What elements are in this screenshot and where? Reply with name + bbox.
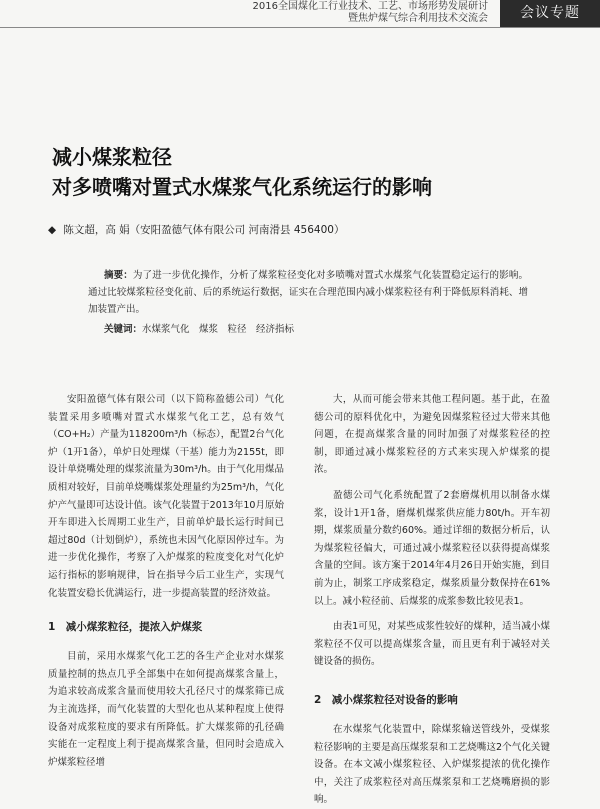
title-line-2: 对多喷嘴对置式水煤浆气化系统运行的影响 bbox=[52, 175, 432, 199]
slurry-preparation-paragraph: 盈德公司气化系统配置了2套磨煤机用以制备水煤浆，设计1开1备，磨煤机煤浆供应能力80t/h。开车初期，煤浆质量分数约60%。通过详细的数据分析后，认为煤浆粒径偏大，可通过减小煤浆粒径以获得提高煤浆含量的空间。该方案于2014年4月26日开始实施，到目前为止，制浆工序成浆稳定，煤浆质量分数保持在61%以上。减小粒径前、后煤浆的成浆参数比较见表1。 bbox=[314, 489, 550, 607]
abstract-label: 摘要： bbox=[104, 270, 133, 281]
page-header bbox=[0, 0, 600, 28]
right-column bbox=[314, 391, 550, 809]
keywords-label: 关键词： bbox=[104, 324, 143, 335]
article-title bbox=[52, 142, 572, 202]
section-2-paragraph: 在水煤浆气化装置中，除煤浆输送管线外，受煤浆粒径影响的主要是高压煤浆泵和工艺烧嘴这2个气化关键设备。在本文减小煤浆粒径、入炉煤浆提浓的优化操作中，关注了成浆粒径对高压煤浆泵和工艺烧嘴磨损的影响。 bbox=[314, 723, 550, 806]
keywords-paragraph bbox=[88, 321, 528, 338]
conference-line1: 2016全国煤化工行业技术、工艺、市场形势发展研讨 bbox=[252, 1, 488, 12]
title-line-1: 减小煤浆粒径 bbox=[52, 145, 172, 169]
table-reference-paragraph: 由表1可见，对某些成浆性较好的煤种，适当减小煤浆粒径不仅可以提高煤浆含量，而且更有利于减轻对关键设备的损伤。 bbox=[314, 621, 550, 668]
section-1-paragraph: 目前，采用水煤浆气化工艺的各生产企业对水煤浆质量控制的热点几乎全部集中在如何提高煤浆含量上，为追求较高成浆含量而使用较大孔径尺寸的煤浆筛已成为主流选择，而气化装置的大型化也从某种程度上使得设备对成浆粒度的要求有所降低。扩大煤浆筛的孔径确实能在一定程度上利于提高煤浆含量，但同时会造成入炉煤浆粒径增 bbox=[48, 651, 284, 768]
diamond-bullet-icon: ◆ bbox=[48, 224, 57, 236]
authors-text: 陈文超，高 娟（安阳盈德气体有限公司 河南滑县 456400） bbox=[63, 224, 345, 236]
abstract-text: 为了进一步优化操作，分析了煤浆粒径变化对多喷嘴对置式水煤浆气化装置稳定运行的影响。通过比较煤浆粒径变化前、后的系统运行数据，证实在合理范围内减小煤浆粒径有利于降低原料消耗、增加装置产出。 bbox=[88, 270, 528, 315]
keywords-text: 水煤浆气化 煤浆 粒径 经济指标 bbox=[142, 324, 295, 335]
section-badge: 会议专题 bbox=[500, 0, 600, 27]
section-1-heading: 1 减小煤浆粒径，提浓入炉煤浆 bbox=[48, 621, 203, 634]
section-2-heading: 2 减小煤浆粒径对设备的影响 bbox=[314, 693, 458, 706]
header-divider bbox=[0, 27, 600, 28]
continuation-paragraph: 大，从而可能会带来其他工程问题。基于此，在盈德公司的原料优化中，为避免因煤浆粒径过大带来其他问题，在提高煤浆含量的同时加强了对煤浆粒径的控制，即通过减小煤浆粒径的方式来实现入炉煤浆的提浓。 bbox=[314, 394, 550, 476]
intro-paragraph: 安阳盈德气体有限公司（以下简称盈德公司）气化装置采用多喷嘴对置式水煤浆气化工艺，总有效气（CO+H₂）产量为118200m³/h（标态），配置2台气化炉（1开1备），单炉日处理煤（干基）能力为2155t，即设计单烧嘴处理的煤浆流量为30m³/h。由于气化用煤品质相对较好，目前单烧嘴煤浆处理量约为25m³/h，气化炉产气量即可达设计值。该气化装置于2013年10月原始开车即进入长周期工业生产，目前单炉最长运行时间已超过80d（计划倒炉），系统也未因气化原因停过车。为进一步优化操作，考察了入炉煤浆的粒度变化对气化炉运行指标的影响规律，旨在指导今后工业生产，实现气化装置安稳长优满运行，进一步提高装置的经济效益。 bbox=[48, 394, 284, 599]
left-column bbox=[48, 391, 284, 771]
conference-name bbox=[252, 1, 488, 25]
author-line bbox=[48, 222, 344, 237]
abstract-block bbox=[88, 267, 528, 338]
conference-line2: 暨焦炉煤气综合利用技术交流会 bbox=[348, 13, 488, 24]
abstract-paragraph bbox=[88, 267, 528, 318]
